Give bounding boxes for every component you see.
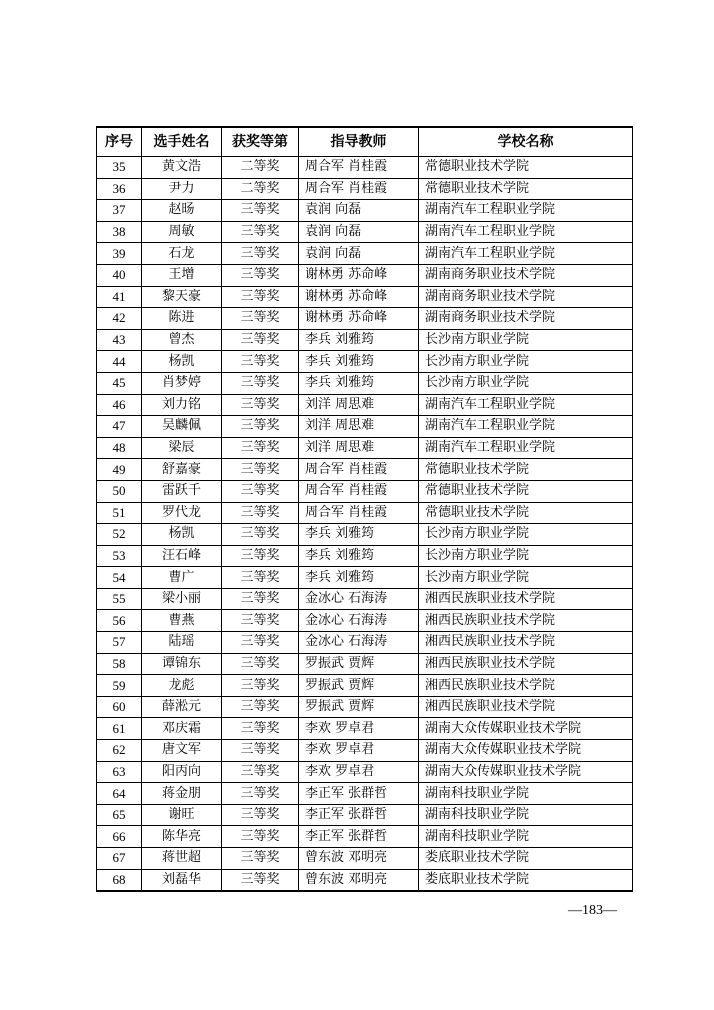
contestant-name-cell: 曾杰 (142, 329, 222, 351)
header-award-level: 获奖等第 (222, 127, 299, 157)
contestant-name-cell: 黎天豪 (142, 286, 222, 308)
contestant-name-cell: 罗代龙 (142, 502, 222, 524)
table-row (97, 524, 633, 546)
school-name-cell: 娄底职业技术学院 (419, 869, 633, 891)
contestant-name-cell: 阳丙向 (142, 761, 222, 783)
table-row (97, 308, 633, 330)
contestant-name-cell: 杨凯 (142, 351, 222, 373)
school-name-cell: 长沙南方职业学院 (419, 524, 633, 546)
table-row (97, 696, 633, 718)
school-name-cell: 长沙南方职业学院 (419, 351, 633, 373)
row-index-cell: 36 (97, 178, 142, 200)
row-index-cell: 65 (97, 804, 142, 826)
award-level-cell: 三等奖 (222, 653, 299, 675)
table-row (97, 675, 633, 697)
contestant-name-cell: 刘力铭 (142, 394, 222, 416)
school-name-cell: 湖南大众传媒职业技术学院 (419, 761, 633, 783)
instructor-cell: 罗振武 贾辉 (299, 653, 419, 675)
contestant-name-cell: 陆瑶 (142, 632, 222, 654)
instructor-cell: 金冰心 石海涛 (299, 632, 419, 654)
row-index-cell: 66 (97, 826, 142, 848)
table-row (97, 437, 633, 459)
school-name-cell: 湘西民族职业技术学院 (419, 696, 633, 718)
contestant-name-cell: 杨凯 (142, 524, 222, 546)
school-name-cell: 常德职业技术学院 (419, 502, 633, 524)
awards-table (96, 126, 633, 892)
award-level-cell: 三等奖 (222, 243, 299, 265)
instructor-cell: 谢林勇 苏命峰 (299, 286, 419, 308)
instructor-cell: 刘洋 周思难 (299, 394, 419, 416)
instructor-cell: 谢林勇 苏命峰 (299, 308, 419, 330)
instructor-cell: 刘洋 周思难 (299, 416, 419, 438)
table-header (97, 127, 633, 157)
award-level-cell: 三等奖 (222, 264, 299, 286)
school-name-cell: 常德职业技术学院 (419, 157, 633, 179)
award-level-cell: 三等奖 (222, 675, 299, 697)
table-row (97, 588, 633, 610)
table-row (97, 718, 633, 740)
table-row (97, 372, 633, 394)
school-name-cell: 湖南大众传媒职业技术学院 (419, 740, 633, 762)
school-name-cell: 常德职业技术学院 (419, 459, 633, 481)
row-index-cell: 48 (97, 437, 142, 459)
table-row (97, 243, 633, 265)
award-level-cell: 三等奖 (222, 783, 299, 805)
row-index-cell: 35 (97, 157, 142, 179)
school-name-cell: 湖南商务职业技术学院 (419, 308, 633, 330)
row-index-cell: 47 (97, 416, 142, 438)
award-level-cell: 三等奖 (222, 221, 299, 243)
table-row (97, 653, 633, 675)
contestant-name-cell: 石龙 (142, 243, 222, 265)
instructor-cell: 李正军 张群哲 (299, 826, 419, 848)
school-name-cell: 湖南汽车工程职业学院 (419, 200, 633, 222)
table-row (97, 869, 633, 891)
award-level-cell: 三等奖 (222, 200, 299, 222)
school-name-cell: 湘西民族职业技术学院 (419, 610, 633, 632)
award-level-cell: 三等奖 (222, 588, 299, 610)
row-index-cell: 64 (97, 783, 142, 805)
school-name-cell: 湖南汽车工程职业学院 (419, 221, 633, 243)
table-row (97, 826, 633, 848)
page-number: —183— (568, 903, 617, 918)
table-row (97, 610, 633, 632)
school-name-cell: 湖南汽车工程职业学院 (419, 394, 633, 416)
contestant-name-cell: 邓庆霜 (142, 718, 222, 740)
contestant-name-cell: 汪石峰 (142, 545, 222, 567)
table-row (97, 632, 633, 654)
contestant-name-cell: 蒋世超 (142, 848, 222, 870)
school-name-cell: 湘西民族职业技术学院 (419, 653, 633, 675)
instructor-cell: 周合军 肖桂霞 (299, 480, 419, 502)
contestant-name-cell: 雷跃千 (142, 480, 222, 502)
contestant-name-cell: 唐文军 (142, 740, 222, 762)
instructor-cell: 袁润 向磊 (299, 221, 419, 243)
row-index-cell: 60 (97, 696, 142, 718)
award-level-cell: 三等奖 (222, 394, 299, 416)
instructor-cell: 罗振武 贾辉 (299, 696, 419, 718)
school-name-cell: 湘西民族职业技术学院 (419, 632, 633, 654)
contestant-name-cell: 陈进 (142, 308, 222, 330)
row-index-cell: 58 (97, 653, 142, 675)
contestant-name-cell: 梁小丽 (142, 588, 222, 610)
instructor-cell: 谢林勇 苏命峰 (299, 264, 419, 286)
instructor-cell: 罗振武 贾辉 (299, 675, 419, 697)
contestant-name-cell: 蒋金朋 (142, 783, 222, 805)
award-level-cell: 二等奖 (222, 157, 299, 179)
school-name-cell: 湘西民族职业技术学院 (419, 675, 633, 697)
instructor-cell: 李正军 张群哲 (299, 783, 419, 805)
table-row (97, 502, 633, 524)
instructor-cell: 李兵 刘雅筠 (299, 329, 419, 351)
award-level-cell: 三等奖 (222, 718, 299, 740)
contestant-name-cell: 刘磊华 (142, 869, 222, 891)
contestant-name-cell: 赵旸 (142, 200, 222, 222)
school-name-cell: 常德职业技术学院 (419, 178, 633, 200)
instructor-cell: 李兵 刘雅筠 (299, 351, 419, 373)
contestant-name-cell: 周敏 (142, 221, 222, 243)
instructor-cell: 李正军 张群哲 (299, 804, 419, 826)
table-row (97, 394, 633, 416)
contestant-name-cell: 陈华亮 (142, 826, 222, 848)
row-index-cell: 44 (97, 351, 142, 373)
row-index-cell: 40 (97, 264, 142, 286)
award-level-cell: 三等奖 (222, 632, 299, 654)
school-name-cell: 湖南汽车工程职业学院 (419, 437, 633, 459)
table-row (97, 178, 633, 200)
row-index-cell: 54 (97, 567, 142, 589)
instructor-cell: 周合军 肖桂霞 (299, 502, 419, 524)
table-row (97, 567, 633, 589)
table-row (97, 740, 633, 762)
award-level-cell: 二等奖 (222, 178, 299, 200)
instructor-cell: 曾东波 邓明亮 (299, 848, 419, 870)
contestant-name-cell: 吴麟佩 (142, 416, 222, 438)
table-row (97, 351, 633, 373)
award-level-cell: 三等奖 (222, 372, 299, 394)
contestant-name-cell: 黄文浩 (142, 157, 222, 179)
award-level-cell: 三等奖 (222, 437, 299, 459)
instructor-cell: 周合军 肖桂霞 (299, 178, 419, 200)
school-name-cell: 长沙南方职业学院 (419, 372, 633, 394)
row-index-cell: 57 (97, 632, 142, 654)
row-index-cell: 46 (97, 394, 142, 416)
table-row (97, 480, 633, 502)
contestant-name-cell: 薛淞元 (142, 696, 222, 718)
row-index-cell: 52 (97, 524, 142, 546)
row-index-cell: 62 (97, 740, 142, 762)
row-index-cell: 45 (97, 372, 142, 394)
row-index-cell: 59 (97, 675, 142, 697)
instructor-cell: 李欢 罗卓君 (299, 718, 419, 740)
award-level-cell: 三等奖 (222, 351, 299, 373)
school-name-cell: 长沙南方职业学院 (419, 329, 633, 351)
row-index-cell: 38 (97, 221, 142, 243)
row-index-cell: 53 (97, 545, 142, 567)
row-index-cell: 63 (97, 761, 142, 783)
table-row (97, 200, 633, 222)
table-row (97, 848, 633, 870)
award-level-cell: 三等奖 (222, 329, 299, 351)
header-instructor: 指导教师 (299, 127, 419, 157)
row-index-cell: 51 (97, 502, 142, 524)
table-row (97, 264, 633, 286)
school-name-cell: 湘西民族职业技术学院 (419, 588, 633, 610)
row-index-cell: 43 (97, 329, 142, 351)
instructor-cell: 曾东波 邓明亮 (299, 869, 419, 891)
instructor-cell: 金冰心 石海涛 (299, 588, 419, 610)
award-level-cell: 三等奖 (222, 502, 299, 524)
instructor-cell: 袁润 向磊 (299, 243, 419, 265)
school-name-cell: 湖南汽车工程职业学院 (419, 243, 633, 265)
row-index-cell: 68 (97, 869, 142, 891)
row-index-cell: 39 (97, 243, 142, 265)
award-level-cell: 三等奖 (222, 848, 299, 870)
table-row (97, 804, 633, 826)
row-index-cell: 55 (97, 588, 142, 610)
instructor-cell: 金冰心 石海涛 (299, 610, 419, 632)
award-level-cell: 三等奖 (222, 826, 299, 848)
school-name-cell: 常德职业技术学院 (419, 480, 633, 502)
instructor-cell: 周合军 肖桂霞 (299, 157, 419, 179)
table-row (97, 545, 633, 567)
contestant-name-cell: 肖梦婷 (142, 372, 222, 394)
award-level-cell: 三等奖 (222, 308, 299, 330)
row-index-cell: 56 (97, 610, 142, 632)
school-name-cell: 湖南大众传媒职业技术学院 (419, 718, 633, 740)
instructor-cell: 李兵 刘雅筠 (299, 372, 419, 394)
school-name-cell: 湖南商务职业技术学院 (419, 264, 633, 286)
table-body (97, 157, 633, 892)
table-row (97, 416, 633, 438)
table-row (97, 783, 633, 805)
school-name-cell: 长沙南方职业学院 (419, 545, 633, 567)
contestant-name-cell: 梁辰 (142, 437, 222, 459)
instructor-cell: 李欢 罗卓君 (299, 740, 419, 762)
award-level-cell: 三等奖 (222, 610, 299, 632)
award-level-cell: 三等奖 (222, 524, 299, 546)
instructor-cell: 李欢 罗卓君 (299, 761, 419, 783)
row-index-cell: 67 (97, 848, 142, 870)
contestant-name-cell: 谢旺 (142, 804, 222, 826)
award-level-cell: 三等奖 (222, 545, 299, 567)
table-row (97, 157, 633, 179)
contestant-name-cell: 舒嘉豪 (142, 459, 222, 481)
award-level-cell: 三等奖 (222, 740, 299, 762)
contestant-name-cell: 王增 (142, 264, 222, 286)
school-name-cell: 湖南科技职业学院 (419, 783, 633, 805)
row-index-cell: 41 (97, 286, 142, 308)
row-index-cell: 49 (97, 459, 142, 481)
instructor-cell: 李兵 刘雅筠 (299, 545, 419, 567)
header-school-name: 学校名称 (419, 127, 633, 157)
instructor-cell: 李兵 刘雅筠 (299, 567, 419, 589)
contestant-name-cell: 曹燕 (142, 610, 222, 632)
instructor-cell: 袁润 向磊 (299, 200, 419, 222)
award-level-cell: 三等奖 (222, 696, 299, 718)
row-index-cell: 61 (97, 718, 142, 740)
award-level-cell: 三等奖 (222, 761, 299, 783)
table-row (97, 286, 633, 308)
award-level-cell: 三等奖 (222, 567, 299, 589)
instructor-cell: 刘洋 周思难 (299, 437, 419, 459)
award-level-cell: 三等奖 (222, 286, 299, 308)
header-row (97, 127, 633, 157)
instructor-cell: 周合军 肖桂霞 (299, 459, 419, 481)
table-row (97, 329, 633, 351)
school-name-cell: 湖南科技职业学院 (419, 826, 633, 848)
table-row (97, 459, 633, 481)
award-level-cell: 三等奖 (222, 480, 299, 502)
header-contestant-name: 选手姓名 (142, 127, 222, 157)
contestant-name-cell: 龙彪 (142, 675, 222, 697)
instructor-cell: 李兵 刘雅筠 (299, 524, 419, 546)
row-index-cell: 37 (97, 200, 142, 222)
row-index-cell: 50 (97, 480, 142, 502)
school-name-cell: 湖南科技职业学院 (419, 804, 633, 826)
header-index: 序号 (97, 127, 142, 157)
award-level-cell: 三等奖 (222, 869, 299, 891)
row-index-cell: 42 (97, 308, 142, 330)
contestant-name-cell: 谭锦东 (142, 653, 222, 675)
table-row (97, 221, 633, 243)
school-name-cell: 娄底职业技术学院 (419, 848, 633, 870)
contestant-name-cell: 曹广 (142, 567, 222, 589)
school-name-cell: 湖南汽车工程职业学院 (419, 416, 633, 438)
award-level-cell: 三等奖 (222, 416, 299, 438)
school-name-cell: 湖南商务职业技术学院 (419, 286, 633, 308)
award-level-cell: 三等奖 (222, 804, 299, 826)
school-name-cell: 长沙南方职业学院 (419, 567, 633, 589)
contestant-name-cell: 尹力 (142, 178, 222, 200)
table-row (97, 761, 633, 783)
award-level-cell: 三等奖 (222, 459, 299, 481)
